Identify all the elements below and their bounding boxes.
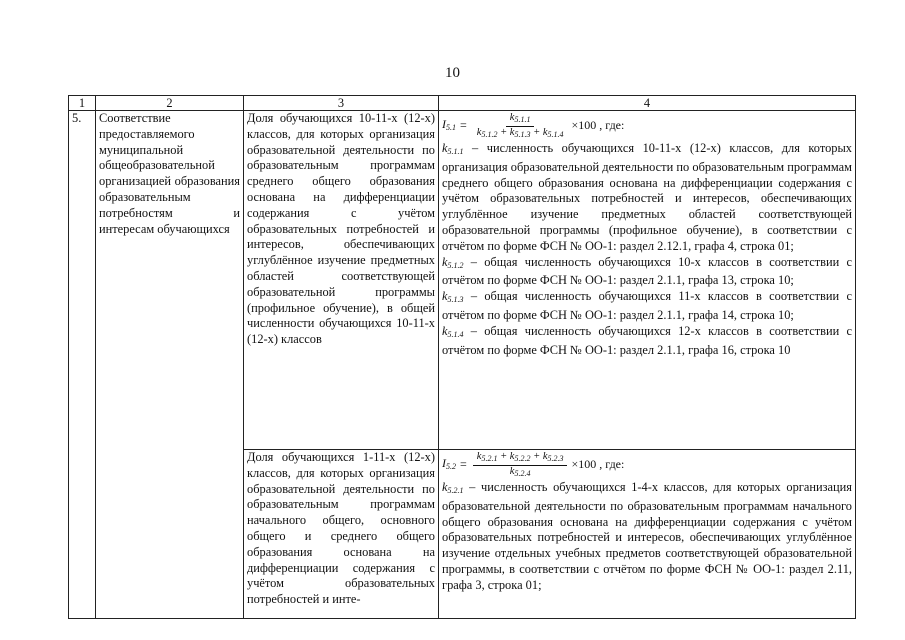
header-col-3: 3 — [244, 96, 439, 111]
formula-fraction: $\frac{k_{5.1.1}}{k_{5.1.2} + k_{5.1.3} + k_{5.1.4}}$ — [476, 111, 564, 139]
page-number: 10 — [445, 65, 460, 81]
header-col-1: 1 — [69, 96, 96, 111]
indicator-1-method — [439, 111, 856, 450]
criteria-table — [68, 95, 856, 619]
definition-k-5-1-3: $k_{5.1.3}$ – общая численность обучающихся 11-х классов в соответствии с отчётом по форме ФСН № ОО-1: раздел 2.1.1, графа 14, строка 10; — [442, 289, 852, 322]
definition-k-5-1-4: $k_{5.1.4}$ – общая численность обучающихся 12-х классов в соответствии с отчётом по форме ФСН № ОО-1: раздел 2.1.1, графа 16, строка 10 — [442, 323, 852, 357]
formula-lhs: $I_{5.2}$ — [442, 455, 456, 471]
definition-k-5-2-1: $k_{5.2.1}$ – численность обучающихся 1-4-х классов, для которых организация образовательной деятельности по образовательным программам начального общего образования основана на дифференциации содержания с учётом образовательных потребностей и интересов, обеспечивающих углублённое изучение отдельных учебных предметов соответствующей образовательной программы, в соответствии с отчётом по форме ФСН № ОО-1: раздел 2.11, графа 3, строка 01; — [442, 480, 852, 592]
definition-k-5-1-1: $k_{5.1.1}$ – численность обучающихся 10-11-х (12-х) классов, для которых организация образовательной деятельности по образовательным программам среднего общего образования основана на дифференциации содержания с учётом образовательных потребностей и интересов, обеспечивающих углублённое изучение предметных областей соответствующей образовательной программы (профильное обучение), в соответствии с отчётом по форме ФСН № ОО-1: раздел 2.12.1, графа 4, строка 01; — [442, 141, 852, 253]
formula-5-1: $I_{5.1}$ = $\frac{k_{5.1.1}}{k_{5.1.2} + k_{5.1.3} + k_{5.1.4}}$ ×100 , где: — [442, 111, 625, 139]
row-number: 5. — [69, 111, 96, 619]
indicator-2-method — [439, 450, 856, 619]
indicator-2-description: Доля обучающихся 1-11-х (12-х) классов, для которых организация образовательной деятельности по образовательным программам начального общего, основного общего и среднего общего образования основана на дифференциации содержания с учётом образовательных потребностей и инте- — [244, 450, 439, 619]
formula-fraction: $\frac{k_{5.2.1} + k_{5.2.2} + k_{5.2.3}}{k_{5.2.4}}$ — [473, 451, 568, 480]
formula-lhs: $I_{5.1}$ — [442, 116, 456, 132]
table-row — [69, 111, 856, 450]
indicator-1-description: Доля обучающихся 10-11-х (12-х) классов, для которых организация образовательной деятельности по образовательным программам среднего общего образования основана на дифференциации содержания с учётом образовательных потребностей и интересов, обеспечивающих углублённое изучение предметных областей соответствующей образовательной программы (профильное обучение), в общей численности обучающихся 10-11-х (12-х) классов — [244, 111, 439, 450]
header-col-4: 4 — [439, 96, 856, 111]
criterion-text: Соответствие предоставляемого муниципальной общеобразовательной организацией образования образовательным потребностям и интересам обучающихся — [96, 111, 244, 619]
header-col-2: 2 — [96, 96, 244, 111]
formula-5-2: $I_{5.2}$ = $\frac{k_{5.2.1} + k_{5.2.2} + k_{5.2.3}}{k_{5.2.4}}$ ×100 , где: — [442, 450, 625, 478]
table-header-row — [69, 96, 856, 111]
definition-k-5-1-2: $k_{5.1.2}$ – общая численность обучающихся 10-х классов в соответствии с отчётом по форме ФСН № ОО-1: раздел 2.1.1, графа 13, строка 10; — [442, 254, 852, 288]
